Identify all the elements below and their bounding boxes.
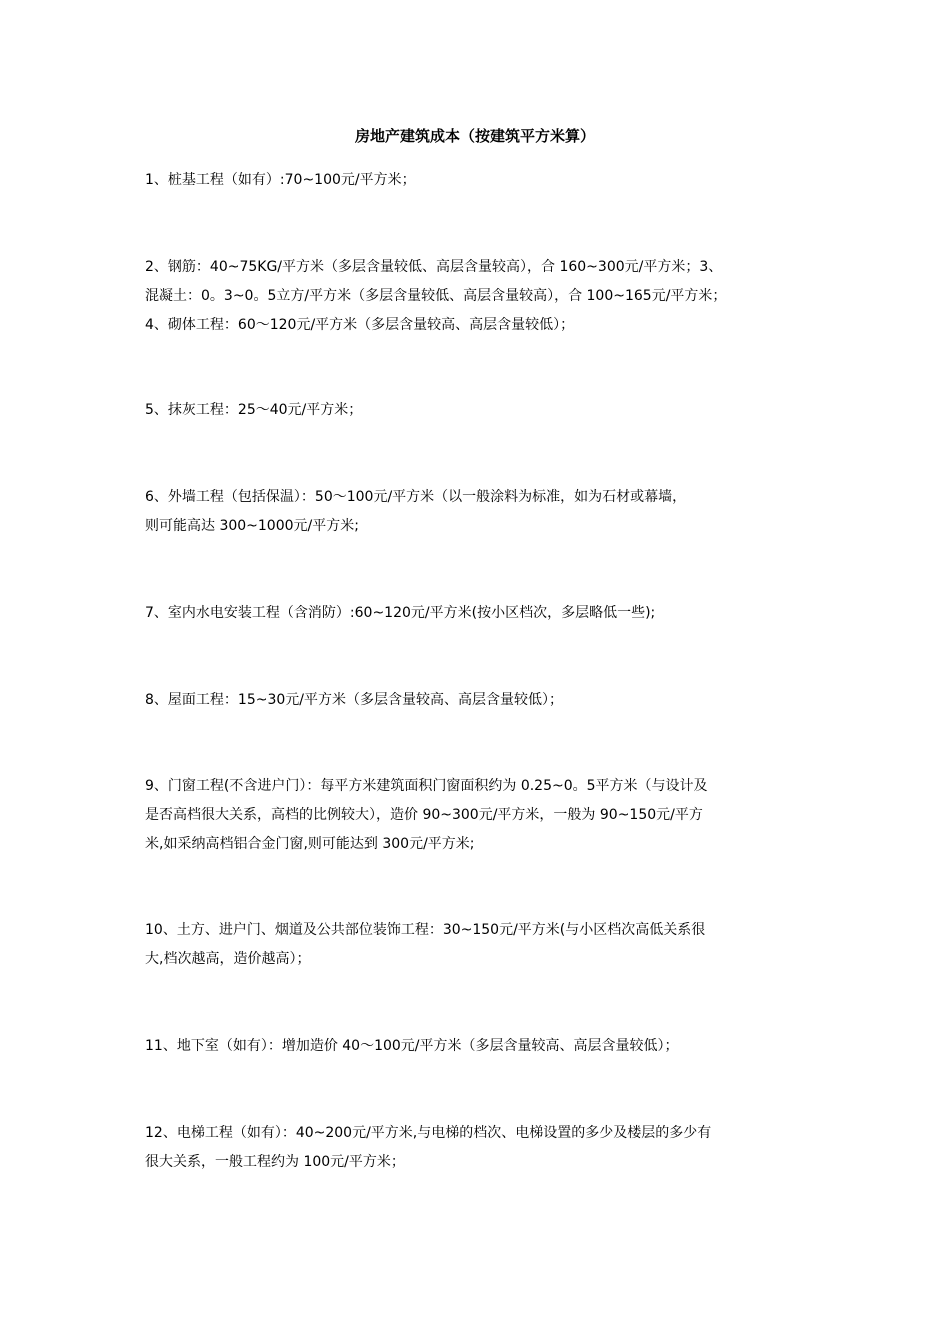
paragraph-line: 4、砌体工程：60～120元/平方米（多层含量较高、高层含量较低）； bbox=[145, 317, 575, 333]
paragraph-line: 6、外墙工程（包括保温）：50～100元/平方米（以一般涂料为标准，如为石材或幕墙， bbox=[145, 489, 687, 505]
paragraph-line: 5、抹灰工程：25～40元/平方米； bbox=[145, 402, 363, 418]
paragraph-4 bbox=[145, 483, 810, 541]
paragraph-6 bbox=[145, 686, 810, 715]
paragraph-line: 12、电梯工程（如有）：40~200元/平方米,与电梯的档次、电梯设置的多少及楼层的多少有 bbox=[145, 1125, 712, 1141]
paragraph-5 bbox=[145, 599, 810, 628]
paragraph-line: 大,档次越高，造价越高）； bbox=[145, 951, 311, 967]
paragraph-3 bbox=[145, 396, 810, 425]
paragraph-2 bbox=[145, 253, 810, 340]
paragraph-line: 7、室内水电安装工程（含消防）:60~120元/平方米(按小区档次，多层略低一些); bbox=[145, 605, 656, 621]
paragraph-line: 1、桩基工程（如有）:70~100元/平方米； bbox=[145, 172, 416, 188]
paragraph-1 bbox=[145, 166, 810, 195]
paragraph-line: 混凝土：0。3~0。5立方/平方米（多层含量较低、高层含量较高），合 100~165元/平方米； bbox=[145, 288, 727, 304]
paragraph-line: 11、地下室（如有）：增加造价 40～100元/平方米（多层含量较高、高层含量较低）； bbox=[145, 1038, 679, 1054]
paragraph-line: 是否高档很大关系，高档的比例较大），造价 90~300元/平方米，一般为 90~150元/平方 bbox=[145, 807, 703, 823]
paragraph-8 bbox=[145, 916, 810, 974]
paragraph-line: 则可能高达 300~1000元/平方米; bbox=[145, 518, 359, 534]
paragraph-line: 10、土方、进户门、烟道及公共部位装饰工程：30~150元/平方米(与小区档次高低关系很 bbox=[145, 922, 706, 938]
paragraph-line: 9、门窗工程(不含进户门）：每平方米建筑面积门窗面积约为 0.25~0。5平方米（与设计及 bbox=[145, 778, 708, 794]
paragraph-line: 8、屋面工程：15~30元/平方米（多层含量较高、高层含量较低）； bbox=[145, 692, 563, 708]
paragraph-line: 米,如采纳高档铝合金门窗,则可能达到 300元/平方米; bbox=[145, 836, 475, 852]
paragraph-line: 2、钢筋：40~75KG/平方米（多层含量较低、高层含量较高），合 160~300元/平方米；3、 bbox=[145, 259, 723, 275]
paragraph-7 bbox=[145, 772, 810, 859]
paragraph-9 bbox=[145, 1032, 810, 1061]
paragraph-10 bbox=[145, 1119, 810, 1177]
paragraph-line: 很大关系，一般工程约为 100元/平方米； bbox=[145, 1154, 405, 1170]
document-title: 房地产建筑成本（按建筑平方米算） bbox=[354, 127, 595, 145]
